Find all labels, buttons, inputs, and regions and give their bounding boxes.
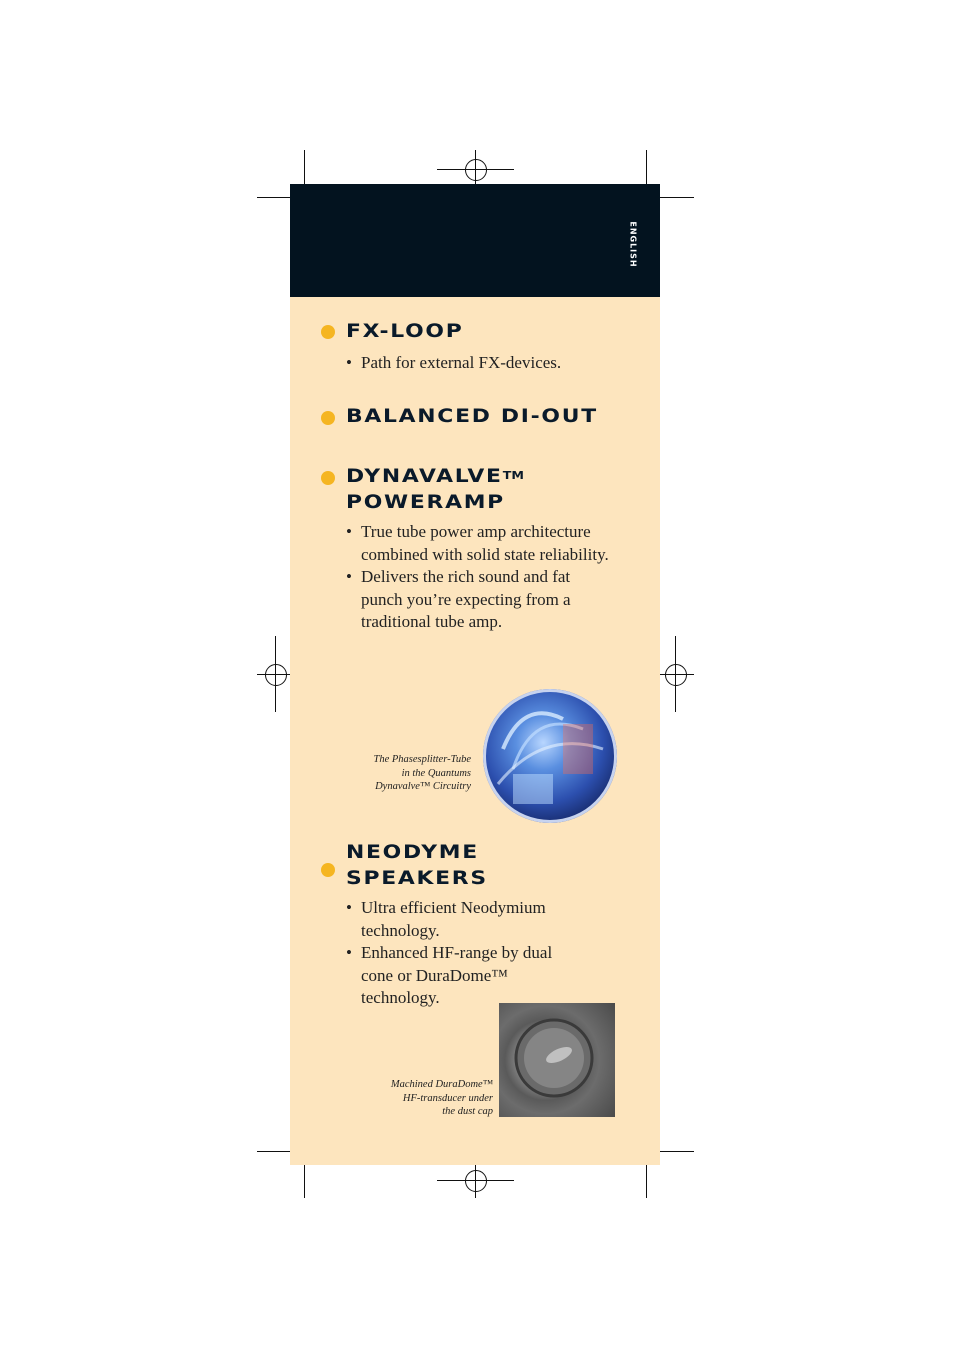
phasesplitter-tube-photo: [483, 689, 617, 823]
header-band: [290, 184, 660, 297]
section-bullet-icon: [321, 411, 335, 425]
crop-mark: [660, 1151, 694, 1152]
list-item: • Enhanced HF-range by dual cone or DuraDome™ technology.: [346, 943, 553, 1007]
list-item: • Ultra efficient Neodymium technology.: [346, 898, 546, 940]
section-bullet-icon: [321, 471, 335, 485]
crop-mark: [646, 150, 647, 184]
list-item: • Path for external FX-devices.: [346, 353, 562, 372]
crop-mark: [646, 1165, 647, 1198]
duradome-photo-caption: Machined DuraDome™ HF-transducer under the dust cap: [390, 1079, 493, 1117]
registration-mark-icon: [465, 159, 487, 181]
duradome-transducer-photo: [499, 1003, 615, 1117]
section-heading-dynavalve: DYNAVALVE™ POWERAMP: [346, 465, 524, 513]
registration-mark-icon: [265, 664, 287, 686]
tube-photo-caption: The Phasesplitter-Tube in the Quantums Dynavalve™ Circuitry: [373, 754, 471, 792]
registration-mark-icon: [665, 664, 687, 686]
section-bullet-icon: [321, 863, 335, 877]
dome-photo-illustration: [499, 1003, 615, 1117]
list-item: • Delivers the rich sound and fat punch you’re expecting from a traditional tube amp.: [346, 567, 571, 631]
crop-mark: [304, 150, 305, 184]
crop-mark: [660, 197, 694, 198]
section-heading-neodyme: NEODYME SPEAKERS: [346, 841, 488, 889]
section-body-neodyme: [346, 897, 586, 1010]
section-bullet-icon: [321, 325, 335, 339]
crop-mark: [304, 1165, 305, 1198]
language-label: ENGLISH: [628, 221, 638, 268]
crop-mark: [257, 1151, 290, 1152]
tube-photo-illustration: [483, 689, 617, 823]
section-heading-fx-loop: FX-LOOP: [346, 320, 464, 342]
list-item: • True tube power amp architecture combined with solid state reliability.: [346, 522, 609, 564]
section-body-dynavalve: [346, 521, 626, 634]
section-body-fx-loop: [346, 352, 616, 375]
registration-mark-icon: [465, 1170, 487, 1192]
crop-mark: [257, 197, 290, 198]
section-heading-di-out: BALANCED DI-OUT: [346, 405, 598, 427]
